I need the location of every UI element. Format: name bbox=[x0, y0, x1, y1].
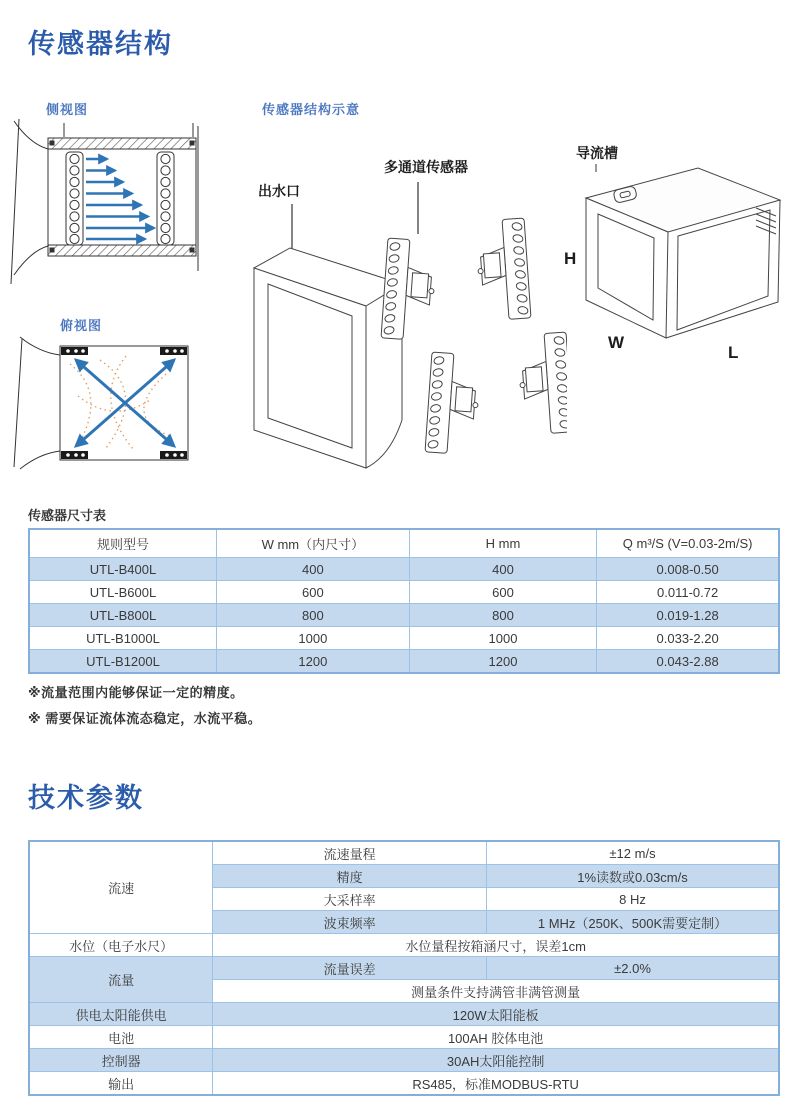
table-row bbox=[29, 650, 779, 674]
table-row bbox=[29, 558, 779, 581]
table-row bbox=[29, 627, 779, 650]
guide-channel-diagram bbox=[556, 136, 798, 376]
sensor-strip-left bbox=[66, 152, 83, 245]
sensor-strips-group bbox=[381, 218, 567, 455]
table-cell: 8 Hz bbox=[487, 888, 780, 911]
row-label-cell: 水位（电子水尺） bbox=[29, 934, 213, 957]
column-header: 规则型号 bbox=[29, 529, 217, 558]
table-row bbox=[29, 957, 779, 980]
table-cell: 600 bbox=[217, 581, 410, 604]
table-row bbox=[29, 604, 779, 627]
table-cell: 流速量程 bbox=[213, 841, 487, 865]
table-cell: 水位量程按箱涵尺寸，误差1cm bbox=[213, 934, 779, 957]
table-cell: 精度 bbox=[213, 865, 487, 888]
guide-channel-label: 导流槽 bbox=[576, 145, 618, 161]
outlet-label: 出水口 bbox=[258, 183, 300, 199]
table-cell: 800 bbox=[409, 604, 597, 627]
table-cell: UTL-B1000L bbox=[29, 627, 217, 650]
table-cell: 120W太阳能板 bbox=[213, 1003, 779, 1026]
table-cell: 1200 bbox=[217, 650, 410, 674]
column-header: H mm bbox=[409, 529, 597, 558]
exploded-schematic-diagram bbox=[232, 138, 567, 486]
duct-outline-top bbox=[14, 337, 188, 469]
table-cell: ±12 m/s bbox=[487, 841, 780, 865]
table-row bbox=[29, 1049, 779, 1072]
top-view-label: 俯视图 bbox=[60, 318, 103, 333]
table-cell: UTL-B400L bbox=[29, 558, 217, 581]
row-label-cell: 输出 bbox=[29, 1072, 213, 1096]
table-cell: 1%读数或0.03cm/s bbox=[487, 865, 780, 888]
table-row bbox=[29, 841, 779, 865]
dimension-w-label: W bbox=[608, 333, 625, 352]
table-cell: 800 bbox=[217, 604, 410, 627]
table-cell: ±2.0% bbox=[487, 957, 780, 980]
table-cell: 1 MHz（250K、500K需要定制） bbox=[487, 911, 780, 934]
table-cell: UTL-B800L bbox=[29, 604, 217, 627]
table-row bbox=[29, 1026, 779, 1049]
sensor-dimension-table bbox=[28, 528, 780, 674]
dimension-l-label: L bbox=[728, 343, 739, 362]
row-label-cell: 电池 bbox=[29, 1026, 213, 1049]
table-cell: RS485，标准MODBUS-RTU bbox=[213, 1072, 779, 1096]
table-cell: 400 bbox=[409, 558, 597, 581]
table-row bbox=[29, 1003, 779, 1026]
table-cell: 100AH 胶体电池 bbox=[213, 1026, 779, 1049]
table-cell: UTL-B600L bbox=[29, 581, 217, 604]
table-cell: 测量条件支持满管非满管测量 bbox=[213, 980, 779, 1003]
side-view-diagram bbox=[8, 116, 223, 294]
row-label-cell: 控制器 bbox=[29, 1049, 213, 1072]
row-label-cell: 供电太阳能供电 bbox=[29, 1003, 213, 1026]
row-label-cell: 流量 bbox=[29, 957, 213, 1003]
table-cell: 波束频率 bbox=[213, 911, 487, 934]
row-label-cell: 流速 bbox=[29, 841, 213, 934]
column-header: W mm（内尺寸） bbox=[217, 529, 410, 558]
table-cell: 流量误差 bbox=[213, 957, 487, 980]
table-row bbox=[29, 934, 779, 957]
column-header: Q m³/S (V=0.03-2m/S) bbox=[597, 529, 779, 558]
side-view-label: 侧视图 bbox=[46, 102, 89, 117]
section-title-specs: 技术参数 bbox=[28, 783, 144, 813]
table-cell: 1200 bbox=[409, 650, 597, 674]
top-view-diagram bbox=[8, 334, 218, 476]
dimension-table-caption: 传感器尺寸表 bbox=[28, 508, 107, 523]
table-cell: 0.019-1.28 bbox=[597, 604, 779, 627]
section-title-structure: 传感器结构 bbox=[28, 29, 173, 59]
table-cell: 0.011-0.72 bbox=[597, 581, 779, 604]
table-cell: 0.043-2.88 bbox=[597, 650, 779, 674]
note-accuracy: ※流量范围内能够保证一定的精度。 bbox=[28, 685, 244, 700]
table-cell: 30AH太阳能控制 bbox=[213, 1049, 779, 1072]
table-cell: 0.033-2.20 bbox=[597, 627, 779, 650]
multichannel-sensor-label: 多通道传感器 bbox=[384, 159, 468, 175]
note-flow-stability: ※ 需要保证流体流态稳定，水流平稳。 bbox=[28, 711, 262, 726]
outlet-duct bbox=[254, 248, 402, 468]
table-cell: 1000 bbox=[217, 627, 410, 650]
table-row bbox=[29, 581, 779, 604]
table-cell: UTL-B1200L bbox=[29, 650, 217, 674]
table-header-row bbox=[29, 529, 779, 558]
sensor-strip-right bbox=[157, 152, 174, 245]
table-cell: 1000 bbox=[409, 627, 597, 650]
dimension-h-label: H bbox=[564, 249, 577, 268]
table-cell: 600 bbox=[409, 581, 597, 604]
guide-channel-box bbox=[586, 168, 780, 338]
technical-parameters-table bbox=[28, 840, 780, 1096]
table-row bbox=[29, 1072, 779, 1096]
schematic-label: 传感器结构示意 bbox=[262, 102, 361, 117]
table-cell: 大采样率 bbox=[213, 888, 487, 911]
table-cell: 400 bbox=[217, 558, 410, 581]
table-cell: 0.008-0.50 bbox=[597, 558, 779, 581]
